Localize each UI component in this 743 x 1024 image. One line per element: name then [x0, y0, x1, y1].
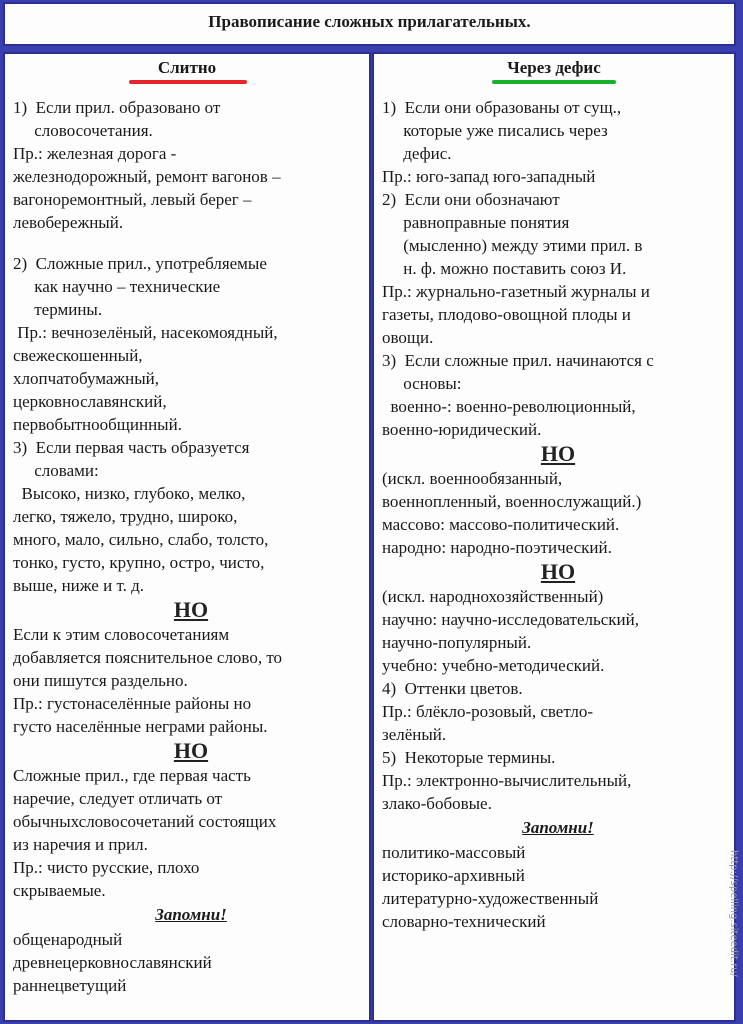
no-heading: НО	[173, 597, 209, 622]
text-line: политико-массовый	[382, 843, 526, 862]
text-line: термины.	[13, 300, 103, 319]
text-line: Пр.: журнально-газетный журналы и	[382, 282, 650, 301]
text-line: свежескошенный,	[13, 346, 143, 365]
text-line: научно: научно-исследовательский,	[382, 610, 640, 629]
text-line: левобережный.	[13, 213, 124, 232]
left-column	[3, 52, 371, 1022]
green-underline	[492, 80, 616, 84]
text-line: военно-: военно-революционный,	[382, 397, 636, 416]
text-line: общенародный	[13, 930, 123, 949]
text-line: легко, тяжело, трудно, широко,	[13, 507, 238, 526]
text-line: массово: массово-политический.	[382, 515, 620, 534]
text-line: народно: народно-поэтический.	[382, 538, 612, 557]
text-line: церковнославянский,	[13, 392, 167, 411]
text-line: Пр.: юго-запад юго-западный	[382, 167, 596, 186]
text-line: выше, ниже и т. д.	[13, 576, 144, 595]
text-line: Пр.: железная дорога -	[13, 144, 177, 163]
text-line: газеты, плодово-овощной плоды и	[382, 305, 631, 324]
left-column-content	[5, 96, 369, 997]
blank-line	[13, 234, 369, 252]
text-line: 1) Если они образованы от сущ.,	[382, 98, 622, 117]
text-line: Пр.: блёкло-розовый, светло-	[382, 702, 593, 721]
text-line: древнецерковнославянский	[13, 953, 212, 972]
text-line: хлопчатобумажный,	[13, 369, 160, 388]
text-line: военнопленный, военнослужащий.)	[382, 492, 642, 511]
text-line: зелёный.	[382, 725, 447, 744]
text-line: Сложные прил., где первая часть	[13, 766, 251, 785]
text-line: добавляется пояснительное слово, то	[13, 648, 283, 667]
text-line: 4) Оттенки цветов.	[382, 679, 523, 698]
text-line: н. ф. можно поставить союз И.	[382, 259, 627, 278]
text-line: словами:	[13, 461, 99, 480]
text-line: (мысленно) между этими прил. в	[382, 236, 643, 255]
text-line: много, мало, сильно, слабо, толсто,	[13, 530, 269, 549]
text-line: которые уже писались через	[382, 121, 608, 140]
text-line: 3) Если первая часть образуется	[13, 438, 250, 457]
text-line: 2) Сложные прил., употребляемые	[13, 254, 267, 273]
left-column-heading: Слитно	[157, 58, 217, 77]
remember-heading: Запомни!	[155, 905, 227, 924]
text-line: 2) Если они обозначают	[382, 190, 560, 209]
text-line: 5) Некоторые термины.	[382, 748, 556, 767]
right-column-content	[374, 96, 734, 933]
red-underline	[129, 80, 247, 84]
text-line: (искл. военнообязанный,	[382, 469, 563, 488]
text-line: овощи.	[382, 328, 434, 347]
no-heading: НО	[540, 559, 576, 584]
text-line: основы:	[382, 374, 462, 393]
remember-heading: Запомни!	[522, 818, 594, 837]
page-title: Правописание сложных прилагательных.	[208, 12, 531, 31]
text-line: (искл. народнохозяйственный)	[382, 587, 604, 606]
text-line: обычныхсловосочетаний состоящих	[13, 812, 277, 831]
text-line: словосочетания.	[13, 121, 153, 140]
right-column-heading: Через дефис	[507, 58, 601, 77]
text-line: Пр.: вечнозелёный, насекомоядный,	[13, 323, 278, 342]
text-line: наречие, следует отличать от	[13, 789, 223, 808]
text-line: Пр.: густонаселённые районы но	[13, 694, 252, 713]
text-line: вагоноремонтный, левый берег –	[13, 190, 252, 209]
text-line: словарно-технический	[382, 912, 546, 931]
text-line: из наречия и прил.	[13, 835, 148, 854]
watermark-text: http://spelling.siteedit.ru/	[728, 850, 739, 977]
text-line: равноправные понятия	[382, 213, 570, 232]
right-column	[372, 52, 736, 1022]
text-line: Пр.: электронно-вычислительный,	[382, 771, 632, 790]
text-line: учебно: учебно-методический.	[382, 656, 605, 675]
text-line: как научно – технические	[13, 277, 221, 296]
no-heading: НО	[540, 441, 576, 466]
text-line: дефис.	[382, 144, 452, 163]
text-line: Если к этим словосочетаниям	[13, 625, 230, 644]
text-line: раннецветущий	[13, 976, 127, 995]
text-line: железнодорожный, ремонт вагонов –	[13, 167, 281, 186]
text-line: Пр.: чисто русские, плохо	[13, 858, 200, 877]
text-line: 1) Если прил. образовано от	[13, 98, 221, 117]
text-line: первобытнообщинный.	[13, 415, 182, 434]
text-line: они пишутся раздельно.	[13, 671, 188, 690]
text-line: военно-юридический.	[382, 420, 542, 439]
text-line: тонко, густо, крупно, остро, чисто,	[13, 553, 265, 572]
text-line: скрываемые.	[13, 881, 106, 900]
text-line: Высоко, низко, глубоко, мелко,	[13, 484, 246, 503]
text-line: научно-популярный.	[382, 633, 532, 652]
no-heading: НО	[173, 738, 209, 763]
watermark	[725, 850, 739, 1020]
text-line: густо населённые неграми районы.	[13, 717, 268, 736]
title-box	[3, 2, 736, 46]
text-line: злако-бобовые.	[382, 794, 492, 813]
text-line: историко-архивный	[382, 866, 525, 885]
text-line: 3) Если сложные прил. начинаются с	[382, 351, 654, 370]
text-line: литературно-художественный	[382, 889, 599, 908]
